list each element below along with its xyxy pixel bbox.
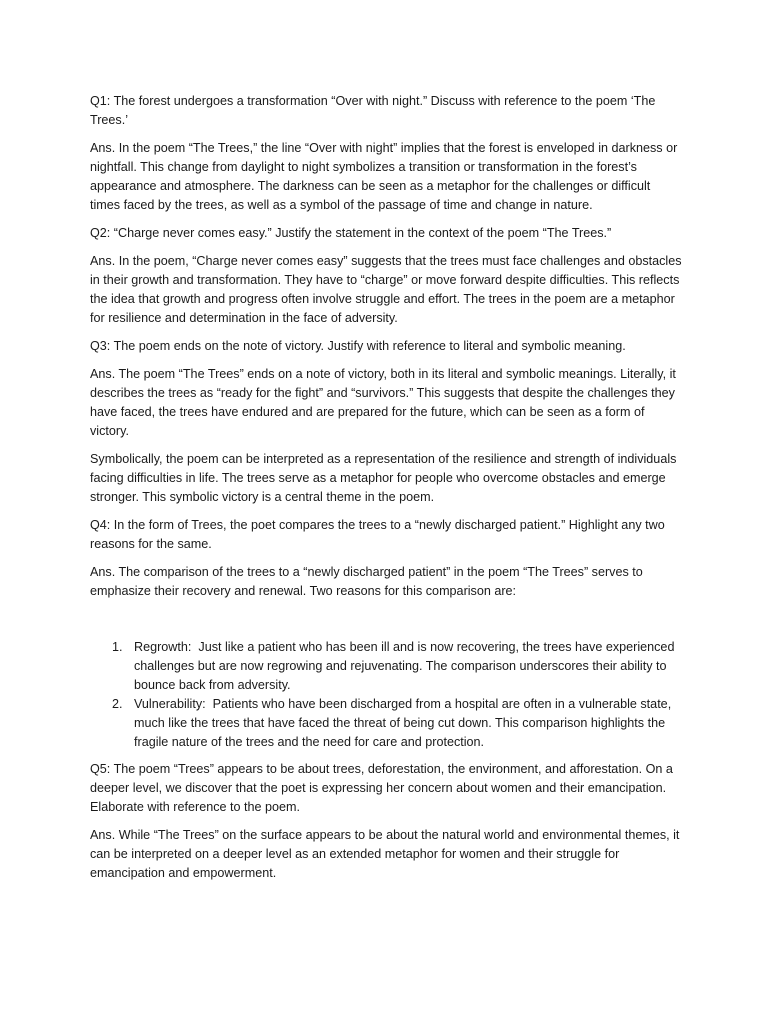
q3-answer: Ans. The poem “The Trees” ends on a note of victory, both in its literal and symbolic meanings. Literally, it describes the trees as “ready for the fight” and “survivors.” This suggests that despite the challenges they have faced, the trees have endured and are prepared for the future, which can be seen as a form of victory. xyxy=(90,367,676,438)
list-item-text: Regrowth: Just like a patient who has been ill and is now recovering, the trees have experienced challenges but are now regrowing and rejuvenating. The comparison underscores their ability to bounce back from adversity. xyxy=(134,640,675,692)
q5-question: Q5: The poem “Trees” appears to be about trees, deforestation, the environment, and afforestation. On a deeper level, we discover that the poet is expressing her concern about women and their emancipation. Elaborate with reference to the poem. xyxy=(90,762,673,814)
q2-answer: Ans. In the poem, “Charge never comes easy” suggests that the trees must face challenges and obstacles in their growth and transformation. They have to “charge” or move forward despite difficulties. This reflects the idea that growth and progress often involve struggle and effort. The trees in the poem are a metaphor for resilience and determination in the face of adversity. xyxy=(90,254,682,325)
list-item xyxy=(112,695,682,752)
list-item-number: 1. xyxy=(112,640,123,654)
q3-question: Q3: The poem ends on the note of victory. Justify with reference to literal and symbolic meaning. xyxy=(90,339,626,353)
q4-question: Q4: In the form of Trees, the poet compares the trees to a “newly discharged patient.” Highlight any two reasons for the same. xyxy=(90,518,665,551)
q3-symbolic-paragraph: Symbolically, the poem can be interpreted as a representation of the resilience and strength of individuals facing difficulties in life. The trees serve as a metaphor for people who overcome obstacles and emerge stronger. This symbolic victory is a central theme in the poem. xyxy=(90,452,677,504)
list-item xyxy=(112,638,682,695)
list-item-number: 2. xyxy=(112,697,123,711)
q2-question: Q2: “Charge never comes easy.” Justify the statement in the context of the poem “The Trees.” xyxy=(90,226,612,240)
spacer xyxy=(90,610,682,638)
list-item-text: Vulnerability: Patients who have been discharged from a hospital are often in a vulnerable state, much like the trees that have faced the threat of being cut down. This comparison highlights the fragile nature of the trees and the need for care and protection. xyxy=(134,697,672,749)
q1-answer: Ans. In the poem “The Trees,” the line “Over with night” implies that the forest is enveloped in darkness or nightfall. This change from daylight to night symbolizes a transition or transformation in the forest’s appearance and atmosphere. The darkness can be seen as a metaphor for the challenges or difficult times faced by the trees, as well as a symbol of the passage of time and change in nature. xyxy=(90,141,678,212)
q4-answer: Ans. The comparison of the trees to a “newly discharged patient” in the poem “The Trees” serves to emphasize their recovery and renewal. Two reasons for this comparison are: xyxy=(90,565,643,598)
reasons-list xyxy=(90,638,682,752)
document-body xyxy=(90,92,682,892)
q1-question: Q1: The forest undergoes a transformation “Over with night.” Discuss with reference to the poem ‘The Trees.’ xyxy=(90,94,656,127)
q5-answer: Ans. While “The Trees” on the surface appears to be about the natural world and environmental themes, it can be interpreted on a deeper level as an extended metaphor for women and their struggle for emancipation and empowerment. xyxy=(90,828,680,880)
